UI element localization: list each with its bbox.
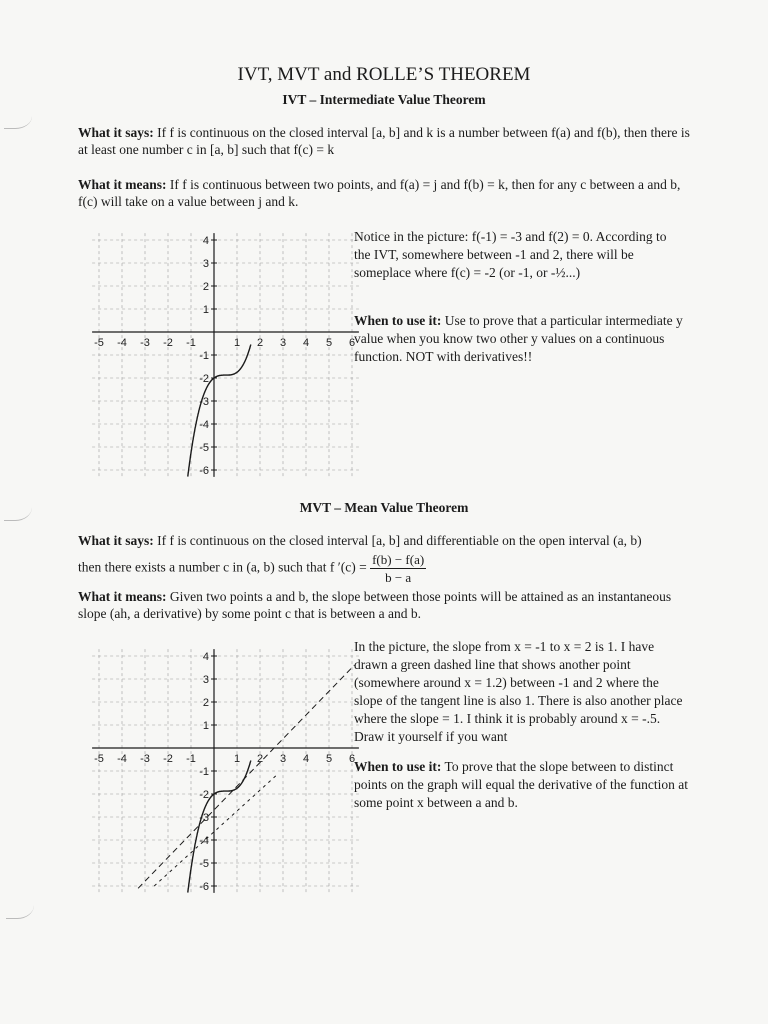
y-tick-label: -6	[199, 881, 209, 893]
text: To prove that the slope between to distinct points on the graph will equal the derivative of the function at some point x between a and b.	[354, 759, 689, 810]
y-tick-label: -4	[199, 835, 209, 847]
x-tick-label: 1	[233, 337, 241, 349]
y-tick-label: 4	[202, 235, 209, 247]
y-tick-label: 3	[202, 674, 209, 686]
numerator: f(b) − f(a)	[372, 552, 425, 567]
x-tick-label: 2	[256, 753, 264, 765]
x-tick-label: 5	[325, 337, 333, 349]
x-tick-label: -3	[140, 753, 150, 765]
y-tick-label: -3	[199, 812, 209, 824]
text: If f is continuous on the closed interval [a, b] and k is a number between f(a) and f(b), then there is at least one number c in [a, b] such that f(c) = k	[78, 125, 690, 157]
margin-mark	[6, 896, 34, 919]
x-tick-label: 4	[302, 753, 310, 765]
y-tick-label: 2	[202, 281, 209, 293]
tangent-dashed-line	[154, 776, 276, 886]
text: Use to prove that a particular intermediate y value when you know two other y values on a continuous function. NOT with derivatives!!	[354, 313, 683, 364]
mvt-graph	[94, 651, 356, 893]
y-tick-label: -1	[199, 350, 209, 362]
x-tick-label: -2	[163, 753, 173, 765]
ivt-heading: IVT – Intermediate Value Theorem	[282, 92, 486, 107]
page-title: IVT, MVT and ROLLE’S THEOREM	[237, 64, 531, 85]
y-tick-label: 4	[202, 651, 209, 663]
y-tick-label: -6	[199, 465, 209, 477]
y-tick-label: -5	[199, 858, 209, 870]
label: What it means:	[78, 589, 167, 604]
x-tick-label: -3	[140, 337, 150, 349]
ivt-what-it-means	[78, 176, 698, 210]
denominator: b − a	[385, 570, 412, 585]
x-tick-label: -4	[117, 337, 127, 349]
ivt-graph	[94, 235, 356, 477]
text: If f is continuous on the closed interval [a, b] and differentiable on the open interval (a, b)	[157, 533, 642, 548]
x-tick-label: 3	[279, 753, 287, 765]
mvt-formula-line	[78, 552, 698, 585]
fprime: f ′(c) =	[329, 559, 367, 575]
y-tick-label: 1	[202, 304, 209, 316]
x-tick-label: -2	[163, 337, 173, 349]
slope-fraction	[370, 552, 426, 585]
text: Given two points a and b, the slope between those points will be attained as an instantaneous slope (ah, a derivative) by some point c that is between a and b.	[78, 589, 672, 621]
secant-dashed-line	[138, 665, 354, 888]
y-tick-label: -5	[199, 442, 209, 454]
text: If f is continuous between two points, and f(a) = j and f(b) = k, then for any c between a and b, f(c) will take on a value between j and k.	[78, 177, 681, 209]
label: What it says:	[78, 533, 154, 548]
y-tick-label: -4	[199, 419, 209, 431]
y-tick-label: -2	[199, 373, 209, 385]
mvt-picture-explanation: In the picture, the slope from x = -1 to x = 2 is 1. I have drawn a green dashed line that shows another point (somewhere around x = 1.2) between -1 and 2 where the slope of the tangent line is also 1. There is also another place where the slope = 1. I think it is probably around x = -.5. Draw it yourself if you want	[354, 639, 683, 744]
text: then there exists a number c in (a, b) such that	[78, 559, 327, 575]
x-tick-label: -5	[94, 337, 104, 349]
x-tick-label: 3	[279, 337, 287, 349]
mvt-when-to-use	[354, 758, 690, 812]
x-tick-label: -4	[117, 753, 127, 765]
graph-grid	[92, 649, 359, 893]
graph-tick-labels	[94, 235, 355, 477]
ivt-when-to-use	[354, 312, 684, 366]
x-tick-label: 6	[348, 337, 356, 349]
y-tick-label: -3	[199, 396, 209, 408]
mvt-heading: MVT – Mean Value Theorem	[299, 500, 469, 515]
x-tick-label: 4	[302, 337, 310, 349]
y-tick-label: -1	[199, 766, 209, 778]
margin-mark	[4, 108, 32, 129]
mvt-what-it-says	[78, 532, 698, 549]
label: What it says:	[78, 125, 154, 140]
label: When to use it:	[354, 313, 442, 328]
x-tick-label: 2	[256, 337, 264, 349]
x-tick-label: 6	[348, 753, 356, 765]
graph-tick-labels	[94, 651, 355, 893]
y-tick-label: 2	[202, 697, 209, 709]
x-tick-label: -5	[94, 753, 104, 765]
ivt-notice: Notice in the picture: f(-1) = -3 and f(2) = 0. According to the IVT, somewhere between -1 and 2, there will be someplace where f(c) = -2 (or -1, or -½...)	[354, 229, 667, 280]
mvt-what-it-means	[78, 588, 698, 622]
label: What it means:	[78, 177, 167, 192]
x-tick-label: -1	[186, 753, 196, 765]
x-tick-label: 5	[325, 753, 333, 765]
graph-grid	[92, 233, 359, 477]
y-tick-label: -2	[199, 789, 209, 801]
x-tick-label: -1	[186, 337, 196, 349]
x-tick-label: 1	[233, 753, 241, 765]
label: When to use it:	[354, 759, 442, 774]
y-tick-label: 1	[202, 720, 209, 732]
function-curve	[188, 345, 251, 477]
ivt-what-it-says	[78, 124, 698, 158]
y-tick-label: 3	[202, 258, 209, 270]
